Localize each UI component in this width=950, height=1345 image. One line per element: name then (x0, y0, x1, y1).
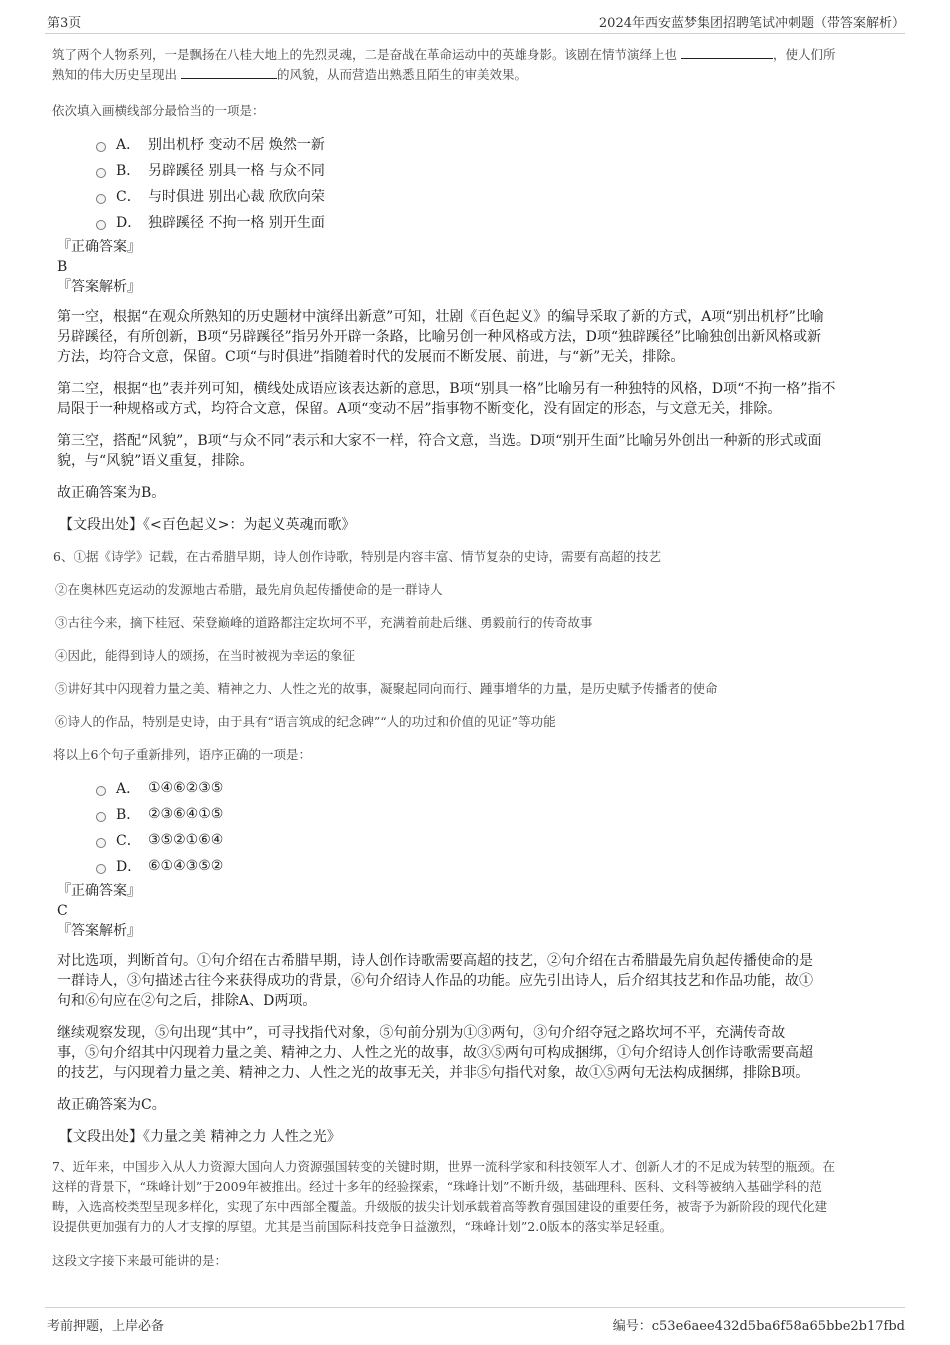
analysis-line: 第三空，搭配“风貌”，B项“与众不同”表示和大家不一样，符合文意，当选。D项“别开生面”比喻另外创出一种新的形式或面 (57, 433, 822, 449)
q5-stem-text-3: 熟知的伟大历史呈现出 (52, 67, 178, 82)
footer-document-id: 编号：c53e6aee432d5ba6f58a65bbe2b17fbd (612, 1319, 905, 1334)
analysis-line: 局限于一种规格或方式，均符合文意，保留。A项“变动不居”指事物不断变化，没有固定的形态，与文意无关，排除。 (57, 401, 782, 417)
q5-stem-text-1: 筑了两个人物系列，一是飘扬在八桂大地上的先烈灵魂，二是奋战在革命运动中的英雄身影。该剧在情节演绎上也 (52, 47, 678, 62)
q5-analysis-p1 (57, 307, 900, 367)
analysis-line: 事，⑤句介绍其中闪现着力量之美、精神之力、人性之光的故事，故③⑤两句可构成捆绑，①句介绍诗人创作诗歌需要高超 (57, 1045, 813, 1061)
q7-stem-line: 畴，入选高校类型呈现多样化，实现了东中西部全覆盖。升级版的拔尖计划承载着高等教育强国建设的重要任务，被寄予为新阶段的现代化建 (52, 1199, 828, 1214)
option-text: ③⑤②①⑥④ (148, 832, 224, 848)
analysis-line: 第一空，根据“在观众所熟知的历史题材中演绎出新意”可知，壮剧《百色起义》的编导采取了新的方式，A项“别出机杼”比喻 (57, 309, 824, 325)
document-title: 2024年西安蓝梦集团招聘笔试冲刺题（带答案解析） (598, 16, 905, 31)
q5-answer-label: 『正确答案』 (57, 239, 141, 255)
q6-analysis-p3 (57, 1095, 900, 1115)
analysis-line: 方法，均符合文意，保留。C项“与时俱进”指随着时代的发展而不断发展、前进，与“新”无关，排除。 (57, 349, 685, 365)
q6-answer: C (57, 903, 68, 919)
radio-icon[interactable] (96, 838, 106, 848)
analysis-line: 第二空，根据“也”表并列可知，横线处成语应该表达新的意思，B项“别具一格”比喻另有一种独特的风格，D项“不拘一格”指不 (57, 381, 836, 397)
q7-stem (52, 1157, 900, 1237)
q6-analysis-label: 『答案解析』 (57, 923, 141, 939)
q6-sentence-2: ②在奥林匹克运动的发源地古希腊，最先肩负起传播使命的是一群诗人 (55, 582, 443, 597)
q5-stem-text-2: ，使人们所 (773, 47, 836, 62)
option-letter: A． (116, 137, 141, 153)
q6-options (96, 775, 900, 879)
radio-icon[interactable] (96, 786, 106, 796)
q6-option-b[interactable] (96, 801, 900, 827)
option-text: ②③⑥④①⑤ (148, 806, 224, 822)
q5-analysis-p2 (57, 379, 900, 419)
q5-option-b[interactable] (96, 157, 900, 183)
analysis-line: 一群诗人，③句描述古往今来获得成功的背景，⑥句介绍诗人作品的功能。应先引出诗人，后介绍其技艺和作品功能，故① (57, 973, 813, 989)
analysis-line: 另辟蹊径，有所创新，B项“另辟蹊径”指另外开辟一条路，比喻另创一种风格或方法，D项“独辟蹊径”比喻独创出新风格或新 (57, 329, 822, 345)
q5-stem-text-4: 的风貌，从而营造出熟悉且陌生的审美效果。 (277, 67, 528, 82)
radio-icon[interactable] (96, 864, 106, 874)
option-letter: B． (116, 163, 141, 179)
radio-icon[interactable] (96, 812, 106, 822)
analysis-line: 故正确答案为C。 (57, 1097, 166, 1113)
option-text: 与时俱进 别出心裁 欣欣向荣 (148, 189, 325, 205)
radio-icon[interactable] (96, 194, 106, 204)
option-letter: A． (116, 781, 141, 797)
q5-stem (52, 45, 900, 85)
q5-analysis-p4 (57, 483, 900, 503)
q6-sentence-3: ③古往今来，摘下桂冠、荣登巅峰的道路都注定坎坷不平，充满着前赴后继、勇毅前行的传奇故事 (55, 615, 593, 630)
q6-sentence-4: ④因此，能得到诗人的颂扬，在当时被视为幸运的象征 (55, 648, 356, 663)
q5-prompt: 依次填入画横线部分最恰当的一项是： (52, 103, 265, 118)
page-number: 第3页 (47, 16, 82, 31)
q6-sentence-5: ⑤讲好其中闪现着力量之美、精神之力、人性之光的故事，凝聚起同向而行、踵事增华的力量，是历史赋予传播者的使命 (55, 681, 718, 696)
option-text: 另辟蹊径 别具一格 与众不同 (148, 163, 325, 179)
option-text: 独辟蹊径 不拘一格 别开生面 (148, 215, 325, 231)
q7-stem-line: 这样的背景下，“珠峰计划”于2009年被推出。经过十多年的经验探索，“珠峰计划”不断升级，基础理科、医科、文科等被纳入基础学科的范 (52, 1179, 822, 1194)
q5-options (96, 131, 900, 235)
q6-sentence-6: ⑥诗人的作品，特别是史诗，由于具有“语言筑成的纪念碑”“人的功过和价值的见证”等功能 (55, 714, 556, 729)
option-letter: D． (116, 215, 142, 231)
option-text: 别出机杼 变动不居 焕然一新 (148, 137, 325, 153)
radio-icon[interactable] (96, 142, 106, 152)
analysis-line: 故正确答案为B。 (57, 485, 166, 501)
option-text: ①④⑥②③⑤ (148, 780, 224, 796)
option-letter: B． (116, 807, 141, 823)
page-footer (45, 1307, 905, 1333)
q6-source: 【文段出处】《力量之美 精神之力 人性之光》 (59, 1129, 341, 1145)
option-letter: C． (116, 833, 141, 849)
radio-icon[interactable] (96, 168, 106, 178)
analysis-line: 继续观察发现，⑤句出现“其中”，可寻找指代对象，⑤句前分别为①③两句，③句介绍夺冠之路坎坷不平，充满传奇故 (57, 1025, 786, 1041)
option-text: ⑥①④③⑤② (148, 858, 224, 874)
q7-stem-line: 设提供更加强有力的人才支撑的厚望。尤其是当前国际科技竞争日益激烈，“珠峰计划”2.0版本的落实举足轻重。 (52, 1219, 673, 1234)
q5-analysis-p3 (57, 431, 900, 471)
option-letter: C． (116, 189, 141, 205)
analysis-line: 对比选项，判断首句。①句介绍在古希腊早期，诗人创作诗歌需要高超的技艺，②句介绍在古希腊最先肩负起传播使命的是 (57, 953, 813, 969)
q6-option-d[interactable] (96, 853, 900, 879)
page-content (52, 45, 900, 1271)
option-letter: D． (116, 859, 142, 875)
q5-source: 【文段出处】《<百色起义>：为起义英魂而歌》 (59, 517, 356, 533)
q5-blank-2 (181, 65, 277, 79)
q7-stem-line: 7、近年来，中国步入从人力资源大国向人力资源强国转变的关键时期，世界一流科学家和科技领军人才、创新人才的不足成为转型的瓶颈。在 (52, 1159, 835, 1174)
q6-prompt: 将以上6个句子重新排列，语序正确的一项是： (53, 747, 311, 762)
analysis-line: 句和⑥句应在②句之后，排除A、D两项。 (57, 993, 317, 1009)
footer-slogan: 考前押题，上岸必备 (47, 1319, 165, 1334)
q5-answer: B (57, 259, 68, 275)
q5-option-a[interactable] (96, 131, 900, 157)
q7-prompt: 这段文字接下来最可能讲的是： (52, 1253, 228, 1268)
q6-option-a[interactable] (96, 775, 900, 801)
q5-option-d[interactable] (96, 209, 900, 235)
analysis-line: 的技艺，与闪现着力量之美、精神之力、人性之光的故事无关，并非⑤句指代对象，故①⑤两句无法构成捆绑，排除B项。 (57, 1065, 810, 1081)
q5-blank-1 (681, 45, 773, 59)
q6-sentence-1: 6、①据《诗学》记载，在古希腊早期，诗人创作诗歌，特别是内容丰富、情节复杂的史诗，需要有高超的技艺 (53, 549, 661, 564)
q5-option-c[interactable] (96, 183, 900, 209)
radio-icon[interactable] (96, 220, 106, 230)
q6-analysis-p1 (57, 951, 900, 1011)
q6-option-c[interactable] (96, 827, 900, 853)
q5-analysis-label: 『答案解析』 (57, 279, 141, 295)
q6-answer-label: 『正确答案』 (57, 883, 141, 899)
analysis-line: 貌，与“风貌”语义重复，排除。 (57, 453, 254, 469)
q6-analysis-p2 (57, 1023, 900, 1083)
page-header (45, 8, 905, 34)
